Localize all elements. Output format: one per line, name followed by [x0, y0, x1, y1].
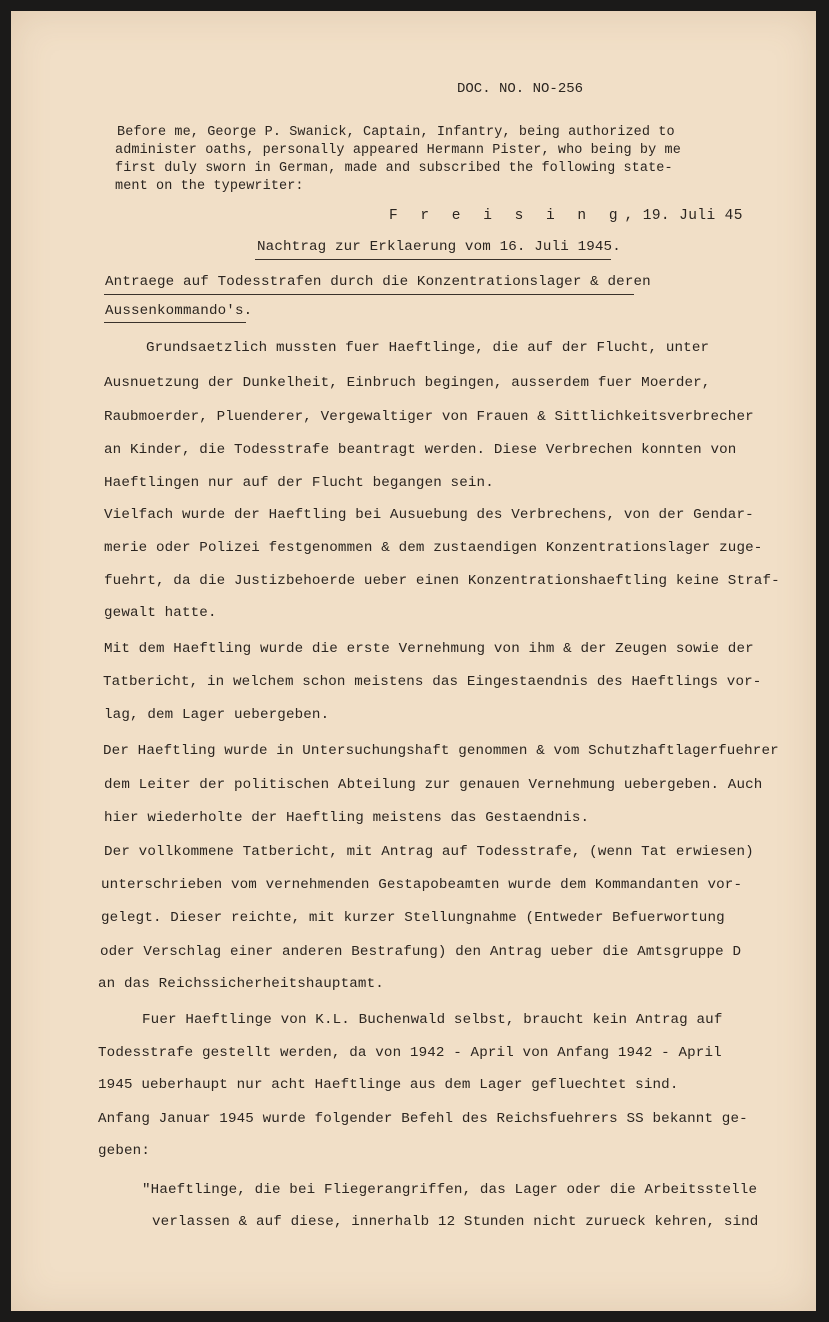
body-line-5: Haeftlingen nur auf der Flucht begangen sein.	[104, 475, 494, 491]
body-line-23: 1945 ueberhaupt nur acht Haeftlinge aus dem Lager gefluechtet sind.	[98, 1077, 679, 1093]
body-line-16: Der vollkommene Tatbericht, mit Antrag auf Todesstrafe, (wenn Tat erwiesen)	[104, 844, 754, 860]
preamble-line-1: Before me, George P. Swanick, Captain, Infantry, being authorized to	[117, 125, 675, 140]
body-line-24: Anfang Januar 1945 wurde folgender Befehl des Reichsfuehrers SS bekannt ge-	[98, 1111, 748, 1127]
body-line-1: Grundsaetzlich mussten fuer Haeftlinge, die auf der Flucht, unter	[146, 340, 710, 356]
body-line-22: Todesstrafe gestellt werden, da von 1942 - April von Anfang 1942 - April	[98, 1045, 722, 1061]
body-line-18: gelegt. Dieser reichte, mit kurzer Stellungnahme (Entweder Befuerwortung	[101, 910, 725, 926]
body-line-17: unterschrieben vom vernehmenden Gestapobeamten wurde dem Kommandanten vor-	[101, 877, 743, 893]
addendum-title: Nachtrag zur Erklaerung vom 16. Juli 1945.	[257, 239, 621, 255]
section-heading-line-2: Aussenkommando's.	[105, 303, 253, 319]
place-name: F r e i s i n g	[389, 208, 625, 224]
body-line-13: Der Haeftling wurde in Untersuchungshaft genommen & vom Schutzhaftlagerfuehrer	[103, 743, 779, 759]
preamble-line-4: ment on the typewriter:	[115, 179, 304, 194]
body-line-12: lag, dem Lager uebergeben.	[104, 707, 330, 723]
body-line-7: merie oder Polizei festgenommen & dem zustaendigen Konzentrationslager zuge-	[104, 540, 763, 556]
body-line-19: oder Verschlag einer anderen Bestrafung) den Antrag ueber die Amtsgruppe D	[100, 944, 742, 960]
body-line-21: Fuer Haeftlinge von K.L. Buchenwald selbst, braucht kein Antrag auf	[142, 1012, 723, 1028]
body-line-2: Ausnuetzung der Dunkelheit, Einbruch begingen, ausserdem fuer Moerder,	[104, 375, 711, 391]
quoted-order-line-2: verlassen & auf diese, innerhalb 12 Stunden nicht zurueck kehren, sind	[152, 1214, 759, 1230]
body-line-15: hier wiederholte der Haeftling meistens das Gestaendnis.	[104, 810, 590, 826]
body-line-9: gewalt hatte.	[104, 605, 217, 621]
body-line-11: Tatbericht, in welchem schon meistens das Eingestaendnis des Haeftlings vor-	[103, 674, 762, 690]
section-heading-line-1: Antraege auf Todesstrafen durch die Konzentrationslager & deren	[105, 274, 651, 290]
body-line-10: Mit dem Haeftling wurde die erste Vernehmung von ihm & der Zeugen sowie der	[104, 641, 754, 657]
place-date-line	[389, 209, 743, 224]
body-line-25: geben:	[98, 1143, 150, 1159]
addendum-title-underline	[255, 259, 611, 260]
preamble-line-3: first duly sworn in German, made and subscribed the following state-	[115, 161, 673, 176]
body-line-20: an das Reichssicherheitshauptamt.	[98, 976, 384, 992]
letter-date: , 19. Juli 45	[624, 208, 743, 224]
preamble-line-2: administer oaths, personally appeared Hermann Pister, who being by me	[115, 143, 681, 158]
quoted-order-line-1: "Haeftlinge, die bei Fliegerangriffen, das Lager oder die Arbeitsstelle	[142, 1182, 758, 1198]
section-heading-underline-2	[104, 322, 246, 323]
document-number: DOC. NO. NO-256	[457, 81, 584, 97]
body-line-6: Vielfach wurde der Haeftling bei Ausuebung des Verbrechens, von der Gendar-	[104, 507, 754, 523]
body-line-14: dem Leiter der politischen Abteilung zur genauen Vernehmung uebergeben. Auch	[104, 777, 763, 793]
body-line-3: Raubmoerder, Pluenderer, Vergewaltiger von Frauen & Sittlichkeitsverbrecher	[104, 409, 754, 425]
section-heading-underline-1	[104, 294, 634, 295]
body-line-4: an Kinder, die Todesstrafe beantragt werden. Diese Verbrechen konnten von	[104, 442, 737, 458]
body-line-8: fuehrt, da die Justizbehoerde ueber einen Konzentrationshaeftling keine Straf-	[104, 573, 780, 589]
